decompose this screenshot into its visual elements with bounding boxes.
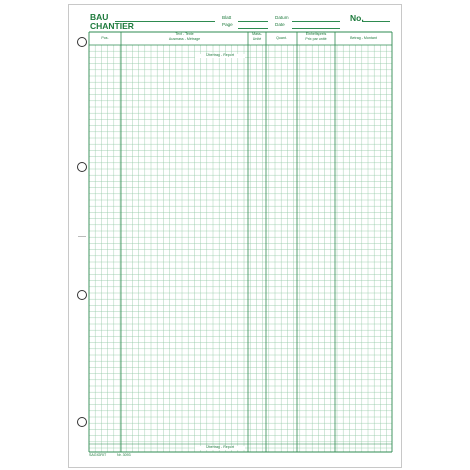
datum-field-line bbox=[292, 21, 340, 22]
punch-hole-upper-middle bbox=[77, 162, 87, 172]
col-header-price bbox=[297, 33, 335, 41]
fold-mark bbox=[78, 236, 86, 237]
col-header-pos-label: Pos. bbox=[101, 36, 109, 40]
col-header-unit bbox=[248, 33, 266, 41]
page-label: Page bbox=[222, 22, 233, 27]
datum-label: Datum bbox=[275, 15, 289, 20]
col-header-price-line2: Prix par unité bbox=[305, 36, 327, 41]
form-title-chantier: CHANTIER bbox=[90, 21, 134, 31]
number-field-line bbox=[362, 21, 390, 22]
footer-form-number: Nr. 3093 bbox=[117, 453, 131, 457]
punch-hole-lower-middle bbox=[77, 290, 87, 300]
carry-over-top: Übertrag - Report bbox=[195, 54, 245, 58]
carry-over-bottom: Übertrag - Report bbox=[195, 446, 245, 450]
punch-hole-bottom bbox=[77, 417, 87, 427]
col-header-text bbox=[121, 33, 248, 41]
col-header-amount-label: Betrag - Montant bbox=[350, 36, 377, 40]
date-label: Date bbox=[275, 22, 285, 27]
col-header-unit-line1: Mass- bbox=[252, 32, 262, 36]
number-label: No. bbox=[350, 13, 364, 23]
blatt-field-line bbox=[238, 21, 268, 22]
title-underline bbox=[115, 21, 215, 22]
col-header-text-line2: Ausmass - Métrage bbox=[168, 36, 201, 41]
blatt-label: Blatt bbox=[222, 15, 232, 20]
form-title-bau: BAU bbox=[90, 12, 109, 22]
page-field-line bbox=[238, 28, 268, 29]
col-header-pos bbox=[89, 37, 121, 41]
date-field-line bbox=[292, 28, 340, 29]
form-sheet bbox=[68, 4, 402, 468]
col-header-unit-line2: Unité bbox=[252, 36, 262, 41]
col-header-qty-label: Quant. bbox=[276, 36, 287, 40]
col-header-text-line1: Text - Texte bbox=[175, 32, 194, 36]
footer-brand: SAGIGRIT bbox=[89, 453, 107, 457]
punch-hole-top bbox=[77, 37, 87, 47]
col-header-amount bbox=[335, 37, 392, 41]
col-header-price-line1: Einheitspreis bbox=[305, 32, 327, 36]
col-header-qty bbox=[266, 37, 297, 41]
